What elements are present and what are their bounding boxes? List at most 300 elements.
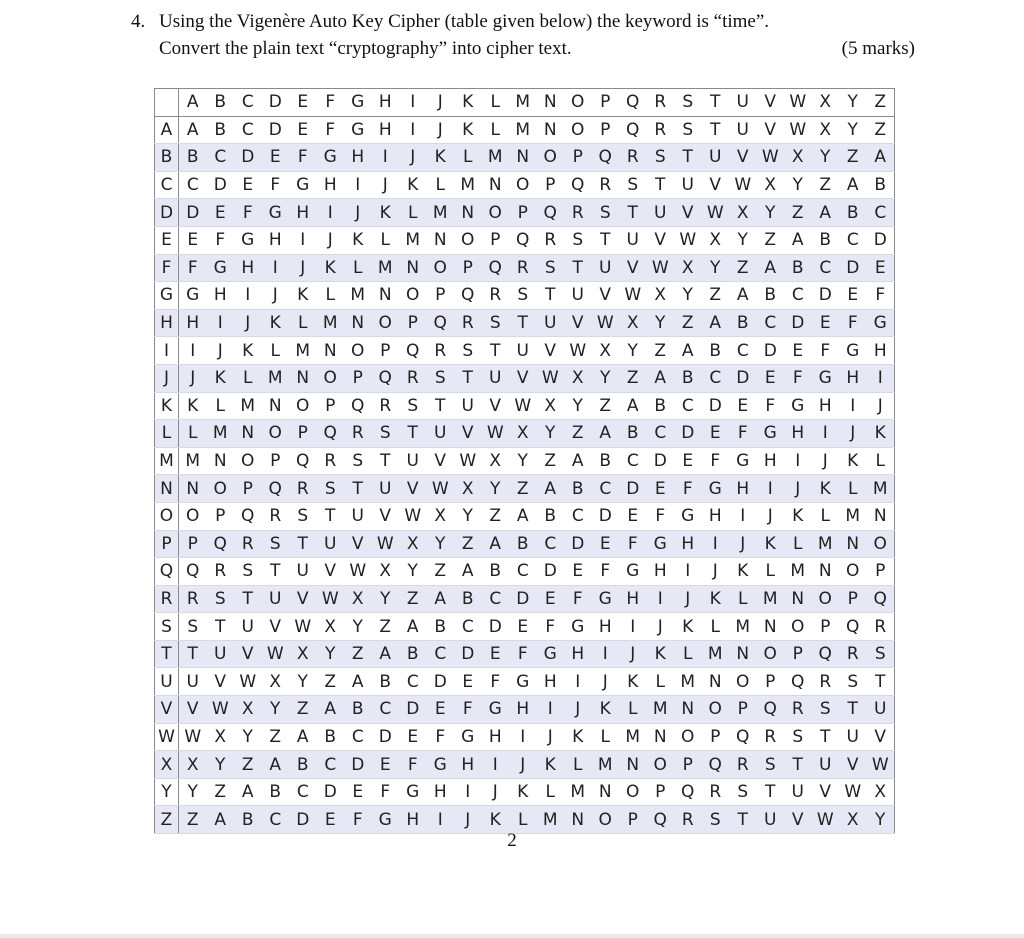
table-cell: T <box>729 806 757 834</box>
table-cell: A <box>179 116 207 144</box>
table-cell: Z <box>592 392 620 420</box>
table-cell: Q <box>647 806 675 834</box>
table-row <box>155 696 895 724</box>
table-cell: L <box>564 751 592 779</box>
table-cell: F <box>482 668 510 696</box>
row-header: Y <box>155 778 179 806</box>
table-cell: R <box>592 171 620 199</box>
column-header: Q <box>619 89 647 117</box>
table-cell: Z <box>729 254 757 282</box>
table-cell: A <box>317 696 345 724</box>
table-cell: S <box>317 475 345 503</box>
table-cell: P <box>289 420 317 448</box>
table-cell: J <box>234 309 262 337</box>
table-cell: T <box>619 199 647 227</box>
table-cell: Q <box>262 475 290 503</box>
table-cell: T <box>289 530 317 558</box>
table-cell: B <box>674 364 702 392</box>
table-cell: K <box>179 392 207 420</box>
table-cell: Q <box>757 696 785 724</box>
table-cell: X <box>317 613 345 641</box>
row-header: N <box>155 475 179 503</box>
table-cell: U <box>454 392 482 420</box>
row-header: M <box>155 447 179 475</box>
table-cell: L <box>812 502 840 530</box>
table-cell: H <box>179 309 207 337</box>
table-cell: F <box>289 144 317 172</box>
table-cell: Q <box>179 558 207 586</box>
table-cell: C <box>702 364 730 392</box>
table-cell: R <box>647 116 675 144</box>
table-cell: S <box>509 282 537 310</box>
table-cell: G <box>344 116 372 144</box>
question-text-line-2: Convert the plain text “cryptography” into cipher text. <box>159 38 572 59</box>
table-cell: K <box>867 420 895 448</box>
table-cell: S <box>482 309 510 337</box>
table-cell: J <box>729 530 757 558</box>
table-cell: L <box>839 475 867 503</box>
table-cell: Q <box>207 530 235 558</box>
table-cell: E <box>262 144 290 172</box>
table-cell: J <box>619 640 647 668</box>
table-cell: R <box>179 585 207 613</box>
table-cell: B <box>289 751 317 779</box>
table-cell: D <box>812 282 840 310</box>
table-cell: V <box>592 282 620 310</box>
table-cell: R <box>702 778 730 806</box>
table-cell: M <box>234 392 262 420</box>
table-cell: U <box>839 723 867 751</box>
table-cell: R <box>427 337 455 365</box>
table-cell: T <box>537 282 565 310</box>
table-row <box>155 640 895 668</box>
table-cell: Y <box>207 751 235 779</box>
table-cell: E <box>812 309 840 337</box>
row-header: E <box>155 226 179 254</box>
table-cell: N <box>839 530 867 558</box>
table-cell: G <box>839 337 867 365</box>
table-cell: K <box>592 696 620 724</box>
table-cell: I <box>454 778 482 806</box>
table-cell: X <box>179 751 207 779</box>
table-cell: R <box>867 613 895 641</box>
table-cell: H <box>729 475 757 503</box>
table-cell: P <box>564 144 592 172</box>
table-cell: P <box>729 696 757 724</box>
table-row <box>155 723 895 751</box>
table-cell: O <box>647 751 675 779</box>
table-cell: P <box>757 668 785 696</box>
table-corner-cell <box>155 89 179 117</box>
table-cell: V <box>867 723 895 751</box>
table-cell: O <box>344 337 372 365</box>
question-number: 4. <box>131 11 146 32</box>
table-cell: H <box>262 226 290 254</box>
table-cell: M <box>867 475 895 503</box>
table-row <box>155 530 895 558</box>
table-cell: S <box>647 144 675 172</box>
table-cell: Z <box>482 502 510 530</box>
table-row <box>155 282 895 310</box>
table-cell: J <box>399 144 427 172</box>
table-cell: B <box>702 337 730 365</box>
table-cell: A <box>729 282 757 310</box>
table-cell: K <box>564 723 592 751</box>
table-cell: U <box>867 696 895 724</box>
table-cell: A <box>702 309 730 337</box>
table-cell: Z <box>399 585 427 613</box>
table-cell: P <box>619 806 647 834</box>
table-cell: D <box>619 475 647 503</box>
table-cell: G <box>427 751 455 779</box>
table-cell: D <box>702 392 730 420</box>
table-cell: E <box>179 226 207 254</box>
table-cell: G <box>399 778 427 806</box>
table-cell: A <box>784 226 812 254</box>
table-cell: C <box>729 337 757 365</box>
table-cell: U <box>647 199 675 227</box>
table-cell: E <box>317 806 345 834</box>
table-cell: Q <box>372 364 400 392</box>
table-cell: M <box>839 502 867 530</box>
table-cell: W <box>647 254 675 282</box>
table-cell: H <box>482 723 510 751</box>
table-cell: A <box>647 364 675 392</box>
table-cell: I <box>509 723 537 751</box>
column-header: G <box>344 89 372 117</box>
column-header: X <box>812 89 840 117</box>
table-cell: A <box>867 144 895 172</box>
table-cell: U <box>784 778 812 806</box>
table-cell: Q <box>839 613 867 641</box>
table-cell: T <box>784 751 812 779</box>
table-cell: Z <box>262 723 290 751</box>
table-cell: D <box>757 337 785 365</box>
table-cell: Z <box>647 337 675 365</box>
table-cell: L <box>784 530 812 558</box>
table-cell: Y <box>482 475 510 503</box>
table-cell: F <box>509 640 537 668</box>
table-cell: T <box>867 668 895 696</box>
marks-label: (5 marks) <box>841 38 915 59</box>
table-cell: A <box>234 778 262 806</box>
table-cell: B <box>812 226 840 254</box>
table-cell: C <box>207 144 235 172</box>
table-cell: Q <box>592 144 620 172</box>
table-cell: B <box>454 585 482 613</box>
table-cell: W <box>702 199 730 227</box>
table-cell: M <box>509 116 537 144</box>
table-cell: P <box>372 337 400 365</box>
table-cell: M <box>372 254 400 282</box>
table-cell: N <box>867 502 895 530</box>
table-cell: Q <box>234 502 262 530</box>
table-cell: X <box>482 447 510 475</box>
table-cell: Y <box>619 337 647 365</box>
table-cell: W <box>839 778 867 806</box>
table-cell: R <box>289 475 317 503</box>
table-cell: H <box>344 144 372 172</box>
table-cell: Q <box>784 668 812 696</box>
table-cell: J <box>289 254 317 282</box>
row-header: G <box>155 282 179 310</box>
table-cell: D <box>784 309 812 337</box>
table-cell: U <box>812 751 840 779</box>
row-header: L <box>155 420 179 448</box>
column-header: Y <box>839 89 867 117</box>
table-cell: O <box>317 364 345 392</box>
table-cell: M <box>454 171 482 199</box>
table-cell: T <box>509 309 537 337</box>
table-cell: O <box>729 668 757 696</box>
page-bottom-edge <box>0 934 1024 938</box>
table-cell: F <box>784 364 812 392</box>
table-cell: U <box>674 171 702 199</box>
table-cell: A <box>509 502 537 530</box>
table-cell: L <box>619 696 647 724</box>
table-cell: N <box>234 420 262 448</box>
table-cell: N <box>537 116 565 144</box>
table-cell: H <box>619 585 647 613</box>
table-cell: H <box>757 447 785 475</box>
table-cell: B <box>399 640 427 668</box>
table-row <box>155 199 895 227</box>
table-cell: D <box>372 723 400 751</box>
table-cell: X <box>454 475 482 503</box>
table-cell: M <box>702 640 730 668</box>
table-cell: Z <box>784 199 812 227</box>
table-cell: Q <box>289 447 317 475</box>
table-cell: P <box>784 640 812 668</box>
table-cell: H <box>427 778 455 806</box>
table-cell: D <box>344 751 372 779</box>
table-cell: X <box>289 640 317 668</box>
table-cell: P <box>812 613 840 641</box>
table-cell: K <box>509 778 537 806</box>
table-cell: J <box>344 199 372 227</box>
table-cell: V <box>839 751 867 779</box>
table-cell: E <box>289 116 317 144</box>
table-cell: O <box>454 226 482 254</box>
table-cell: V <box>757 116 785 144</box>
table-cell: X <box>234 696 262 724</box>
table-cell: M <box>674 668 702 696</box>
table-cell: F <box>757 392 785 420</box>
table-cell: K <box>537 751 565 779</box>
table-cell: H <box>812 392 840 420</box>
table-row <box>155 364 895 392</box>
table-cell: U <box>234 613 262 641</box>
row-header: D <box>155 199 179 227</box>
table-cell: I <box>289 226 317 254</box>
table-cell: W <box>509 392 537 420</box>
table-cell: C <box>784 282 812 310</box>
table-cell: D <box>482 613 510 641</box>
table-cell: A <box>592 420 620 448</box>
table-row <box>155 392 895 420</box>
table-cell: I <box>647 585 675 613</box>
table-cell: E <box>207 199 235 227</box>
table-cell: M <box>427 199 455 227</box>
table-cell: Z <box>839 144 867 172</box>
table-cell: W <box>592 309 620 337</box>
table-cell: S <box>207 585 235 613</box>
table-cell: P <box>537 171 565 199</box>
table-cell: H <box>317 171 345 199</box>
table-cell: Y <box>564 392 592 420</box>
table-cell: D <box>179 199 207 227</box>
table-cell: O <box>482 199 510 227</box>
table-cell: A <box>812 199 840 227</box>
table-cell: Z <box>674 309 702 337</box>
table-cell: C <box>179 171 207 199</box>
table-cell: F <box>564 585 592 613</box>
row-header: I <box>155 337 179 365</box>
table-cell: M <box>647 696 675 724</box>
table-cell: B <box>207 116 235 144</box>
table-cell: Y <box>812 144 840 172</box>
table-cell: N <box>372 282 400 310</box>
table-cell: C <box>234 116 262 144</box>
table-cell: Z <box>812 171 840 199</box>
table-cell: K <box>729 558 757 586</box>
table-cell: X <box>702 226 730 254</box>
table-cell: D <box>399 696 427 724</box>
table-cell: T <box>592 226 620 254</box>
table-cell: X <box>812 116 840 144</box>
table-cell: E <box>344 778 372 806</box>
table-cell: I <box>674 558 702 586</box>
table-cell: L <box>757 558 785 586</box>
table-cell: D <box>509 585 537 613</box>
table-cell: Y <box>399 558 427 586</box>
table-cell: Y <box>234 723 262 751</box>
table-cell: T <box>179 640 207 668</box>
table-cell: X <box>647 282 675 310</box>
table-cell: J <box>702 558 730 586</box>
table-cell: O <box>537 144 565 172</box>
table-cell: X <box>729 199 757 227</box>
table-cell: B <box>619 420 647 448</box>
table-cell: R <box>784 696 812 724</box>
table-cell: W <box>234 668 262 696</box>
table-cell: M <box>289 337 317 365</box>
row-header: K <box>155 392 179 420</box>
table-cell: D <box>564 530 592 558</box>
table-cell: R <box>207 558 235 586</box>
table-cell: G <box>454 723 482 751</box>
column-header: T <box>702 89 730 117</box>
table-cell: O <box>179 502 207 530</box>
table-cell: B <box>729 309 757 337</box>
table-cell: J <box>482 778 510 806</box>
table-cell: R <box>454 309 482 337</box>
table-cell: G <box>784 392 812 420</box>
row-header: Z <box>155 806 179 834</box>
table-cell: K <box>647 640 675 668</box>
table-cell: O <box>564 116 592 144</box>
table-cell: H <box>592 613 620 641</box>
table-cell: Y <box>427 530 455 558</box>
table-cell: M <box>317 309 345 337</box>
table-cell: I <box>427 806 455 834</box>
table-cell: U <box>207 640 235 668</box>
table-cell: N <box>207 447 235 475</box>
table-cell: I <box>372 144 400 172</box>
table-cell: U <box>592 254 620 282</box>
table-cell: G <box>867 309 895 337</box>
table-cell: X <box>674 254 702 282</box>
table-cell: R <box>564 199 592 227</box>
table-cell: S <box>784 723 812 751</box>
table-cell: S <box>262 530 290 558</box>
table-cell: P <box>317 392 345 420</box>
table-cell: F <box>619 530 647 558</box>
table-cell: Z <box>509 475 537 503</box>
table-cell: G <box>702 475 730 503</box>
table-cell: C <box>839 226 867 254</box>
table-cell: C <box>757 309 785 337</box>
table-row <box>155 668 895 696</box>
table-cell: T <box>647 171 675 199</box>
table-cell: V <box>702 171 730 199</box>
table-cell: H <box>454 751 482 779</box>
table-cell: W <box>812 806 840 834</box>
table-cell: M <box>179 447 207 475</box>
table-cell: P <box>839 585 867 613</box>
table-cell: T <box>262 558 290 586</box>
table-cell: N <box>289 364 317 392</box>
table-cell: M <box>344 282 372 310</box>
column-header: V <box>757 89 785 117</box>
table-cell: V <box>207 668 235 696</box>
table-cell: S <box>234 558 262 586</box>
table-cell: S <box>399 392 427 420</box>
table-cell: X <box>592 337 620 365</box>
row-header: T <box>155 640 179 668</box>
table-cell: E <box>647 475 675 503</box>
table-cell: M <box>619 723 647 751</box>
table-cell: T <box>317 502 345 530</box>
table-cell: H <box>399 806 427 834</box>
row-header: B <box>155 144 179 172</box>
table-cell: W <box>564 337 592 365</box>
table-cell: Z <box>317 668 345 696</box>
table-cell: F <box>317 116 345 144</box>
row-header: A <box>155 116 179 144</box>
table-cell: X <box>427 502 455 530</box>
table-cell: T <box>454 364 482 392</box>
table-cell: O <box>262 420 290 448</box>
table-cell: G <box>647 530 675 558</box>
table-cell: O <box>619 778 647 806</box>
table-cell: S <box>372 420 400 448</box>
table-cell: V <box>784 806 812 834</box>
table-cell: Y <box>262 696 290 724</box>
table-cell: U <box>289 558 317 586</box>
table-cell: S <box>674 116 702 144</box>
table-cell: O <box>289 392 317 420</box>
table-cell: I <box>564 668 592 696</box>
table-cell: V <box>729 144 757 172</box>
table-cell: Q <box>344 392 372 420</box>
table-cell: V <box>482 392 510 420</box>
table-cell: K <box>289 282 317 310</box>
table-cell: M <box>537 806 565 834</box>
table-cell: S <box>454 337 482 365</box>
table-cell: H <box>289 199 317 227</box>
table-cell: V <box>812 778 840 806</box>
